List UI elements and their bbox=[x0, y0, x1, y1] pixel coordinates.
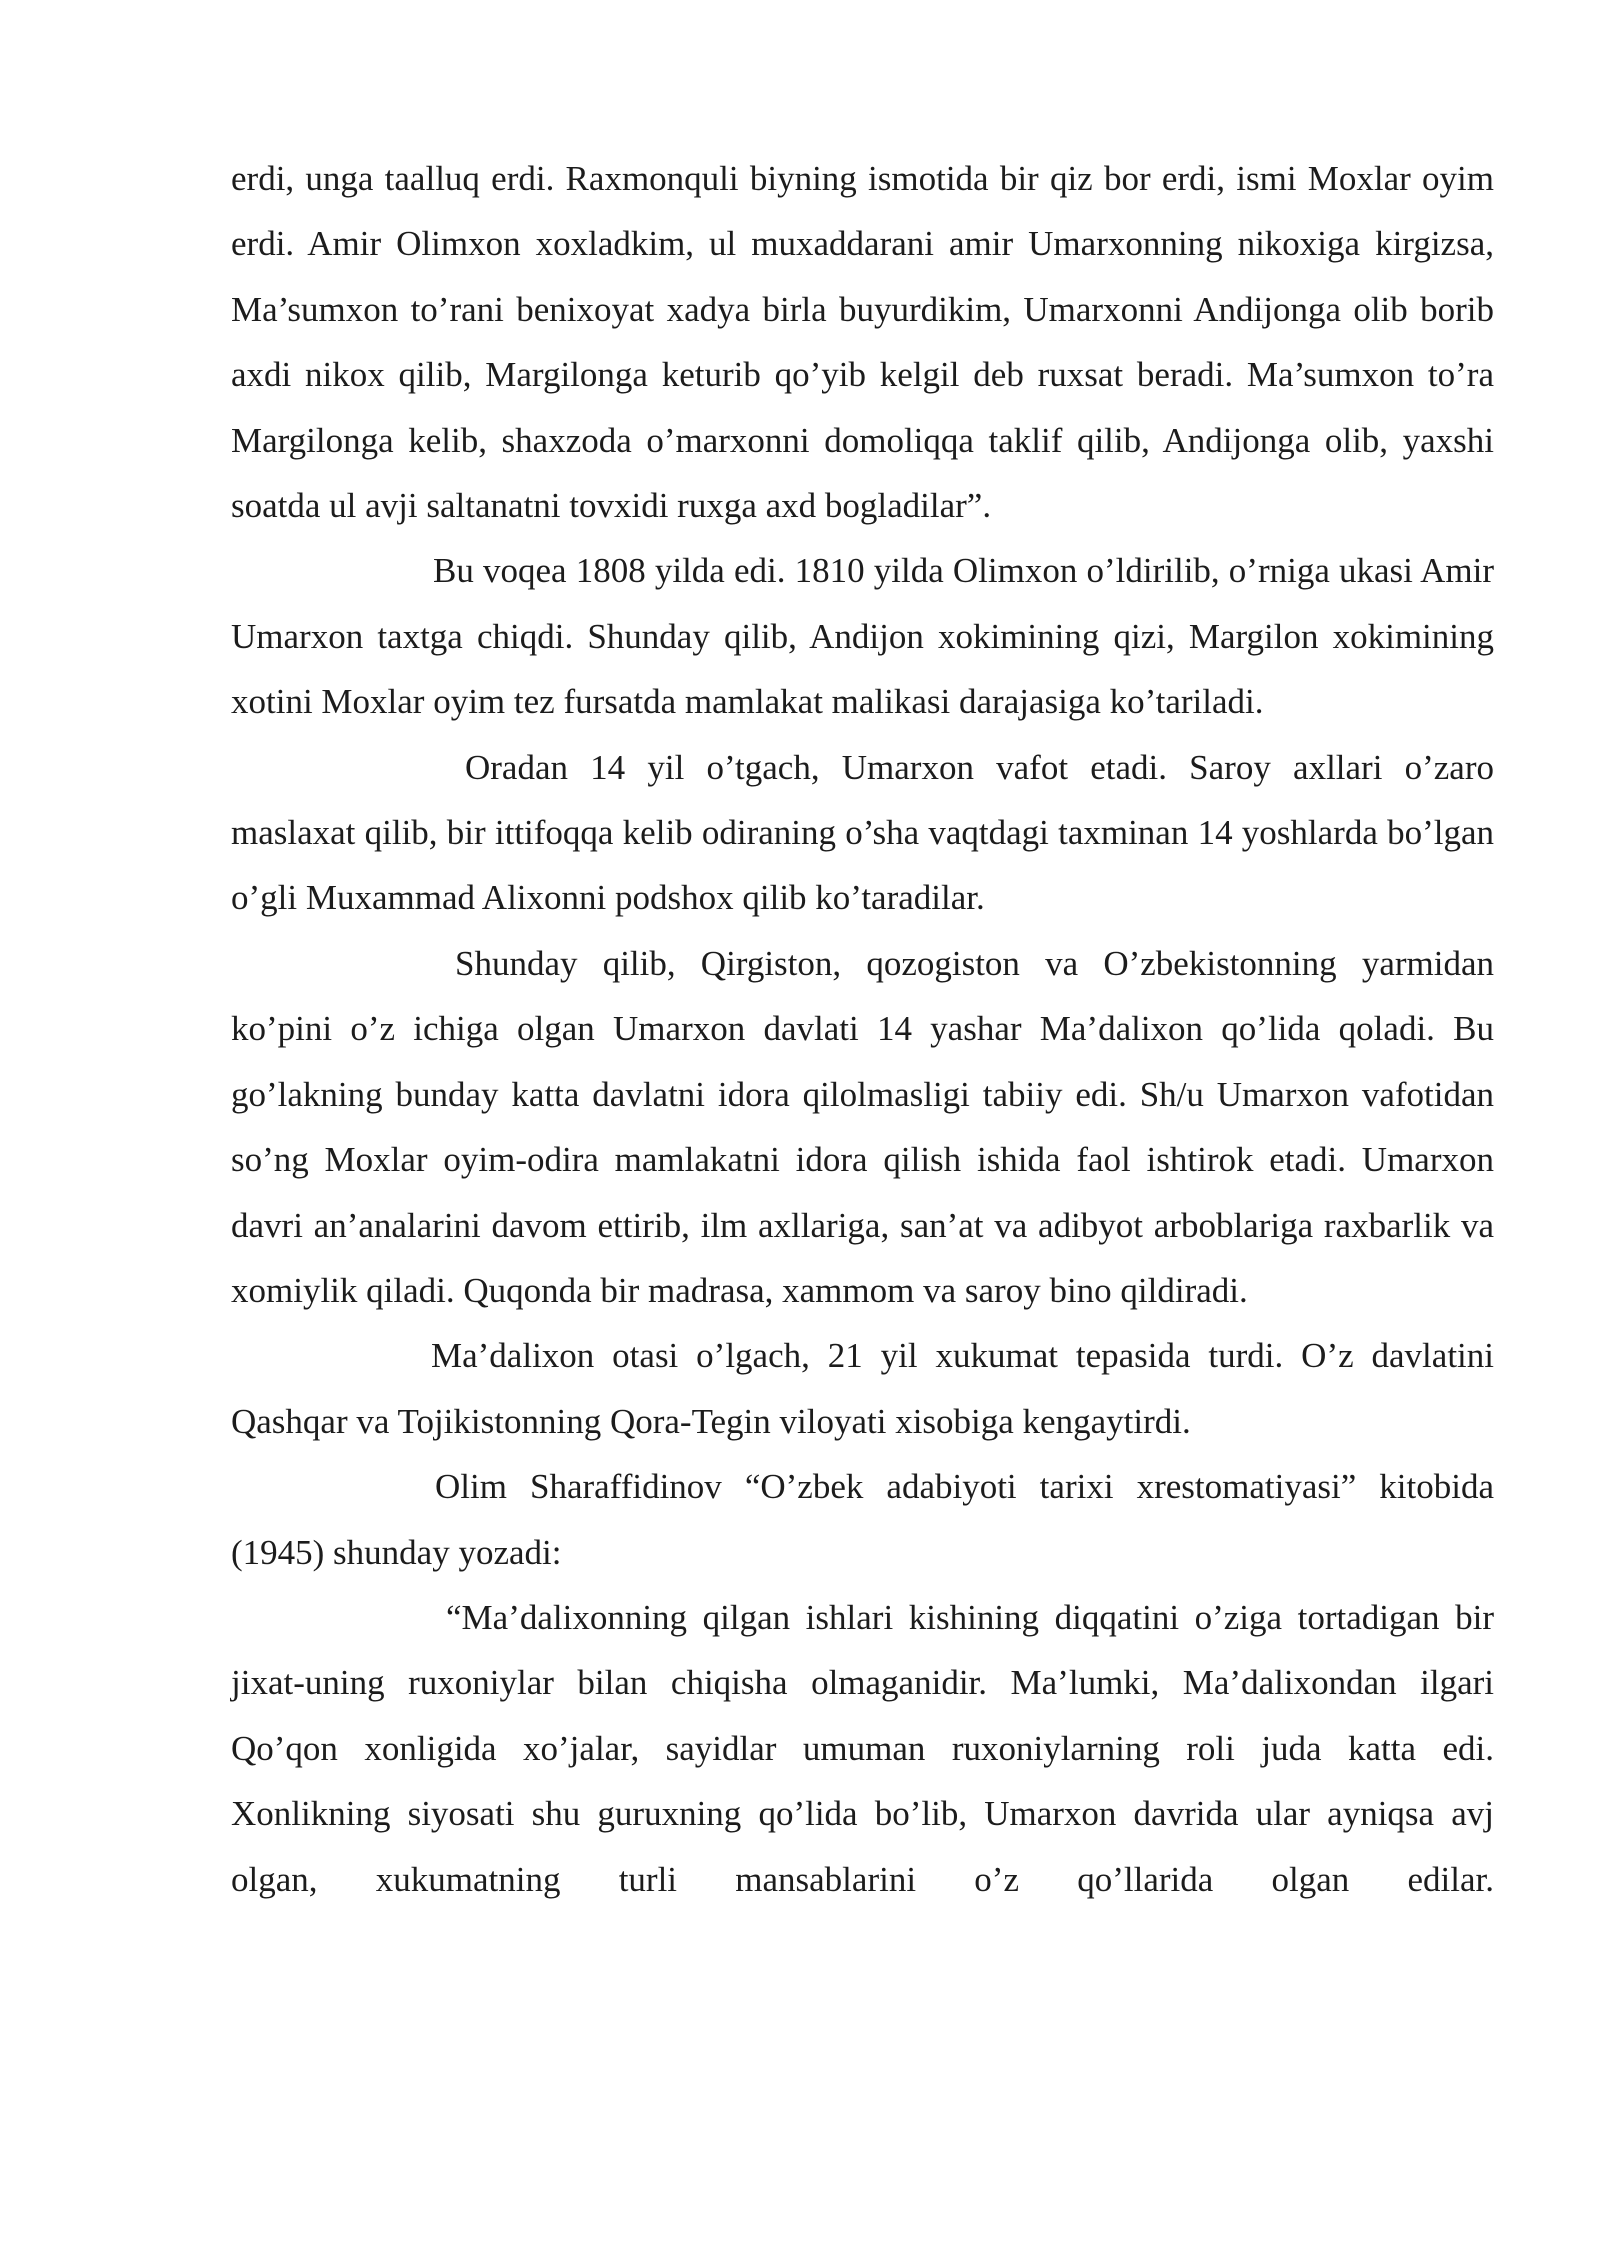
paragraph-madalixon-rule: Shunday qilib, Qirgiston, qozogiston va O’zbekistonning yarmidan ko’pini o’z ichiga olgan Umarxon davlati 14 yashar Ma’dalixon qo’lida qoladi. Bu go’lakning bunday katta davlatni idora qilolmasligi tabiiy edi. Sh/u Umarxon vafotidan so’ng Moxlar oyim-odira mamlakatni idora qilish ishida faol ishtirok etadi. Umarxon davri an’analarini davom ettirib, ilm axllariga, san’at va adibyot arboblariga raxbarlik va xomiylik qiladi. Quqonda bir madrasa, xammom va saroy bino qildiradi. bbox=[231, 943, 1494, 1310]
paragraph-quote: “Ma’dalixonning qilgan ishlari kishining diqqatini o’ziga tortadigan bir jixat-uning ruxoniylar bilan chiqisha olmaganidir. Ma’lumki, Ma’dalixondan ilgari Qo’qon xonligida xo’jalar, sayidlar umuman ruxoniylarning roli juda katta edi. Xonlikning siyosati shu guruxning qo’lida bo’lib, Umarxon davrida ular ayniqsa avj olgan, xukumatning turli mansablarini o’z qo’llarida olgan edilar. bbox=[231, 1597, 1494, 1899]
paragraph-21-years: Ma’dalixon otasi o’lgach, 21 yil xukumat tepasida turdi. O’z davlatini Qashqar va Tojikistonning Qora-Tegin viloyati xisobiga kengaytirdi. bbox=[231, 1336, 1494, 1441]
document-page bbox=[231, 146, 1494, 1912]
paragraph-umarxon-death: Oradan 14 yil o’tgach, Umarxon vafot etadi. Saroy axllari o’zaro maslaxat qilib, bir ittifoqqa kelib odiraning o’sha vaqtdagi taxminan 14 yoshlarda bo’lgan o’gli Muxammad Alixonni podshox qilib ko’taradilar. bbox=[231, 747, 1494, 918]
paragraph-sharaffidinov: Olim Sharaffidinov “O’zbek adabiyoti tarixi xrestomatiyasi” kitobida (1945) shunday yozadi: bbox=[231, 1467, 1494, 1572]
paragraph-1808-event: Bu voqea 1808 yilda edi. 1810 yilda Olimxon o’ldirilib, o’rniga ukasi Amir Umarxon taxtga chiqdi. Shunday qilib, Andijon xokimining qizi, Margilon xokimining xotini Moxlar oyim tez fursatda mamlakat malikasi darajasiga ko’tariladi. bbox=[231, 551, 1494, 722]
paragraph-continuation: erdi, unga taalluq erdi. Raxmonquli biyning ismotida bir qiz bor erdi, ismi Moxlar oyim erdi. Amir Olimxon xoxladkim, ul muxaddarani amir Umarxonning nikoxiga kirgizsa, Ma’sumxon to’rani benixoyat xadya birla buyurdikim, Umarxonni Andijonga olib borib axdi nikox qilib, Margilonga keturib qo’yib kelgil deb ruxsat beradi. Ma’sumxon to’ra Margilonga kelib, shaxzoda o’marxonni domoliqqa taklif qilib, Andijonga olib, yaxshi soatda ul avji saltanatni tovxidi ruxga axd bogladilar”. bbox=[231, 159, 1494, 526]
